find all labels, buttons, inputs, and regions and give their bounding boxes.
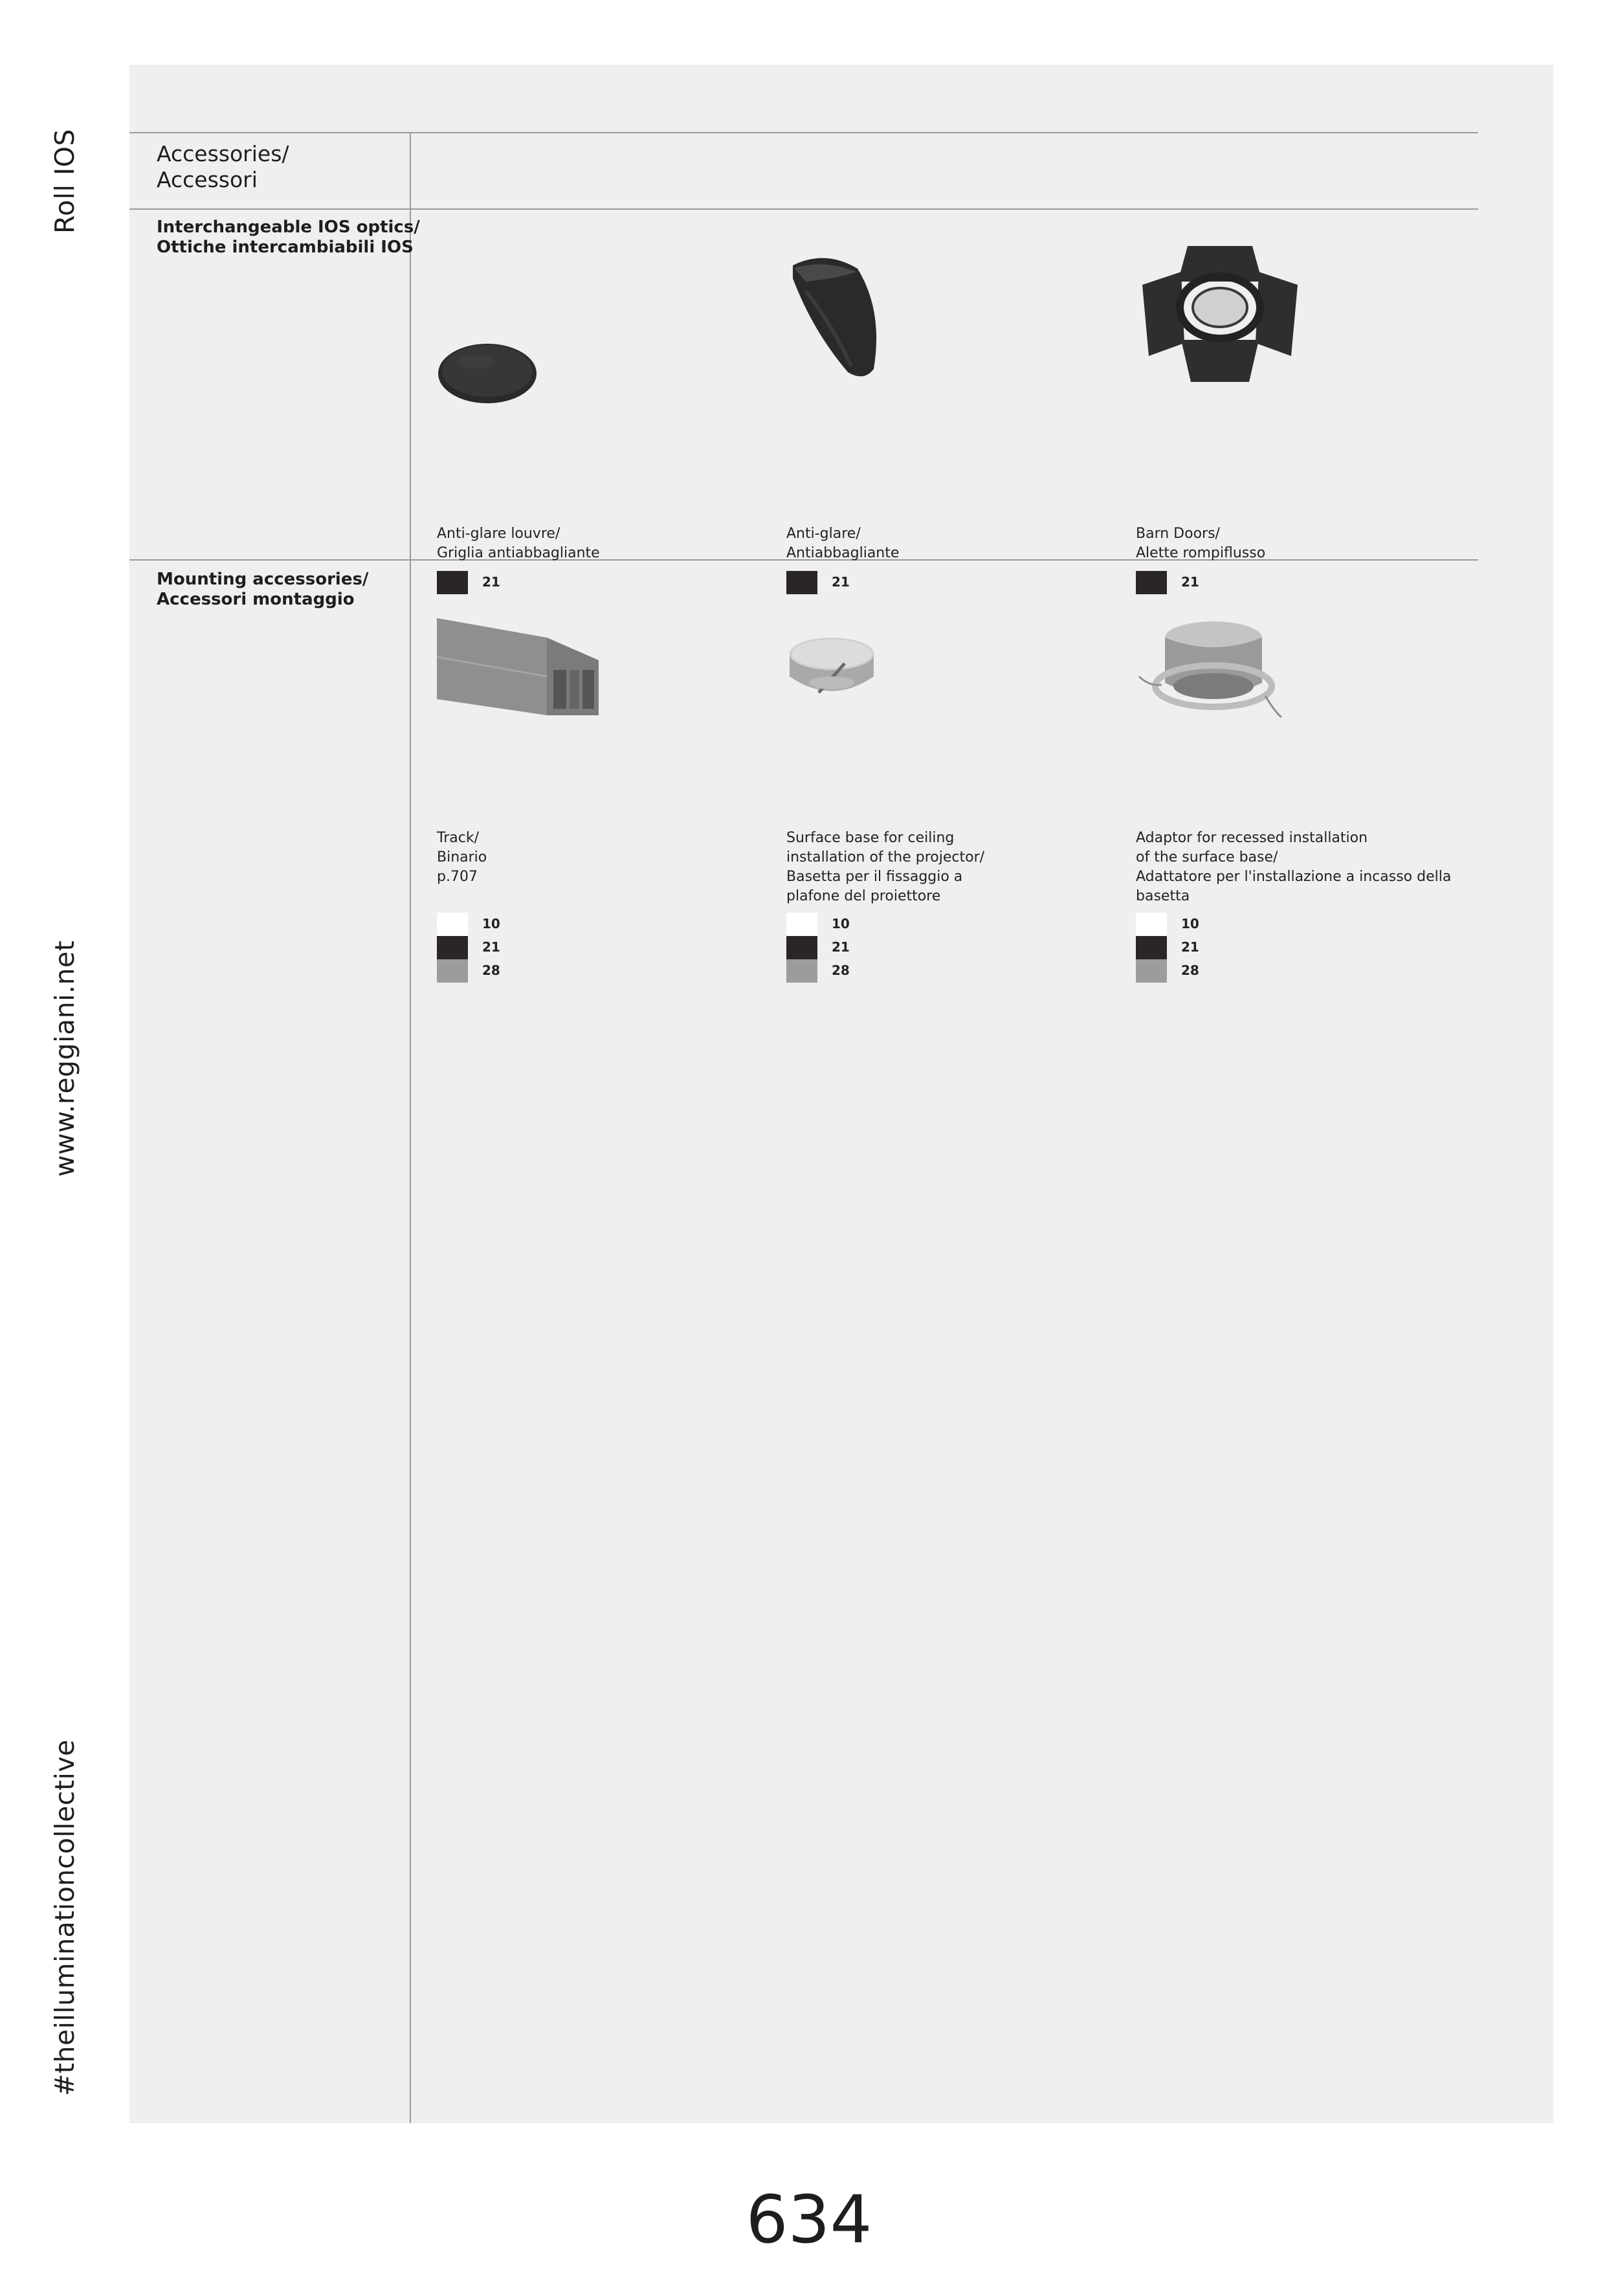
track-icon xyxy=(437,618,599,728)
surface-base-icon xyxy=(786,634,877,706)
accessories-title-it: Accessori xyxy=(157,167,258,192)
finish-code: 21 xyxy=(1181,574,1199,590)
item-name-line: Track/ xyxy=(437,830,479,846)
finish-code: 21 xyxy=(832,574,850,590)
finish-code: 28 xyxy=(482,963,500,978)
finish-swatch xyxy=(1136,959,1167,983)
section-title-line: Ottiche intercambiabili IOS xyxy=(157,238,414,257)
finish-swatch xyxy=(786,936,817,959)
finish-code: 21 xyxy=(832,939,850,955)
finish-swatch xyxy=(437,959,468,983)
item-name-line: Adaptor for recessed installation xyxy=(1136,830,1368,846)
finish-swatch xyxy=(437,913,468,936)
finish-swatch xyxy=(437,571,468,594)
column-divider xyxy=(410,132,411,2123)
section-title-line: Mounting accessories/ xyxy=(157,570,369,589)
accessories-title-en: Accessories/ xyxy=(157,141,289,166)
section-title-mounting xyxy=(157,570,368,610)
item-name xyxy=(1136,829,1451,906)
side-website[interactable]: www.reggiani.net xyxy=(49,940,80,1177)
item-name-line: of the surface base/ xyxy=(1136,849,1278,865)
item-name-line: Anti-glare louvre/ xyxy=(437,526,560,542)
section-title-line: Interchangeable IOS optics/ xyxy=(157,217,420,237)
finish-code: 21 xyxy=(482,939,500,955)
finish-code: 21 xyxy=(482,574,500,590)
section-title-optics xyxy=(157,217,420,258)
finish-swatch xyxy=(786,913,817,936)
divider-top xyxy=(129,132,1478,133)
finish-swatch xyxy=(786,571,817,594)
item-name-line: installation of the projector/ xyxy=(786,849,985,865)
item-name xyxy=(1136,524,1265,563)
item-name-line: Alette rompiflusso xyxy=(1136,545,1266,561)
divider-header xyxy=(129,208,1478,210)
side-hashtag: #theilluminationcollective xyxy=(49,1739,80,2096)
item-name-line: Griglia antiabbagliante xyxy=(437,545,600,561)
item-name-line: Binario xyxy=(437,849,487,865)
finish-swatch xyxy=(437,936,468,959)
louvre-disc-icon xyxy=(437,340,540,405)
item-name-line: basetta xyxy=(1136,888,1190,904)
item-name-line: plafone del proiettore xyxy=(786,888,941,904)
item-name-line: Anti-glare/ xyxy=(786,526,861,542)
item-name xyxy=(437,524,600,563)
finish-code: 21 xyxy=(1181,939,1199,955)
page-number: 634 xyxy=(746,2181,872,2258)
item-name-line: Basetta per il fissaggio a xyxy=(786,869,963,885)
item-name xyxy=(786,524,899,563)
finish-code: 10 xyxy=(1181,916,1199,931)
finish-swatch xyxy=(1136,936,1167,959)
item-name-line: Barn Doors/ xyxy=(1136,526,1220,542)
barn-doors-icon xyxy=(1136,243,1304,385)
finish-swatch xyxy=(786,959,817,983)
finish-swatch xyxy=(1136,913,1167,936)
finish-code: 28 xyxy=(1181,963,1199,978)
accessories-title xyxy=(157,141,289,193)
item-name-line: p.707 xyxy=(437,869,478,885)
finish-code: 28 xyxy=(832,963,850,978)
item-name-line: Surface base for ceiling xyxy=(786,830,955,846)
finish-swatch xyxy=(1136,571,1167,594)
finish-code: 10 xyxy=(482,916,500,931)
recessed-adaptor-icon xyxy=(1136,615,1285,725)
anti-glare-snoot-icon xyxy=(786,252,883,382)
item-name xyxy=(786,829,984,906)
item-name-line: Antiabbagliante xyxy=(786,545,900,561)
content-panel xyxy=(129,65,1553,2123)
item-name-line: Adattatore per l'installazione a incasso della xyxy=(1136,869,1452,885)
side-product-name: Roll IOS xyxy=(49,129,80,234)
section-title-line: Accessori montaggio xyxy=(157,590,355,609)
finish-code: 10 xyxy=(832,916,850,931)
item-name xyxy=(437,829,487,887)
